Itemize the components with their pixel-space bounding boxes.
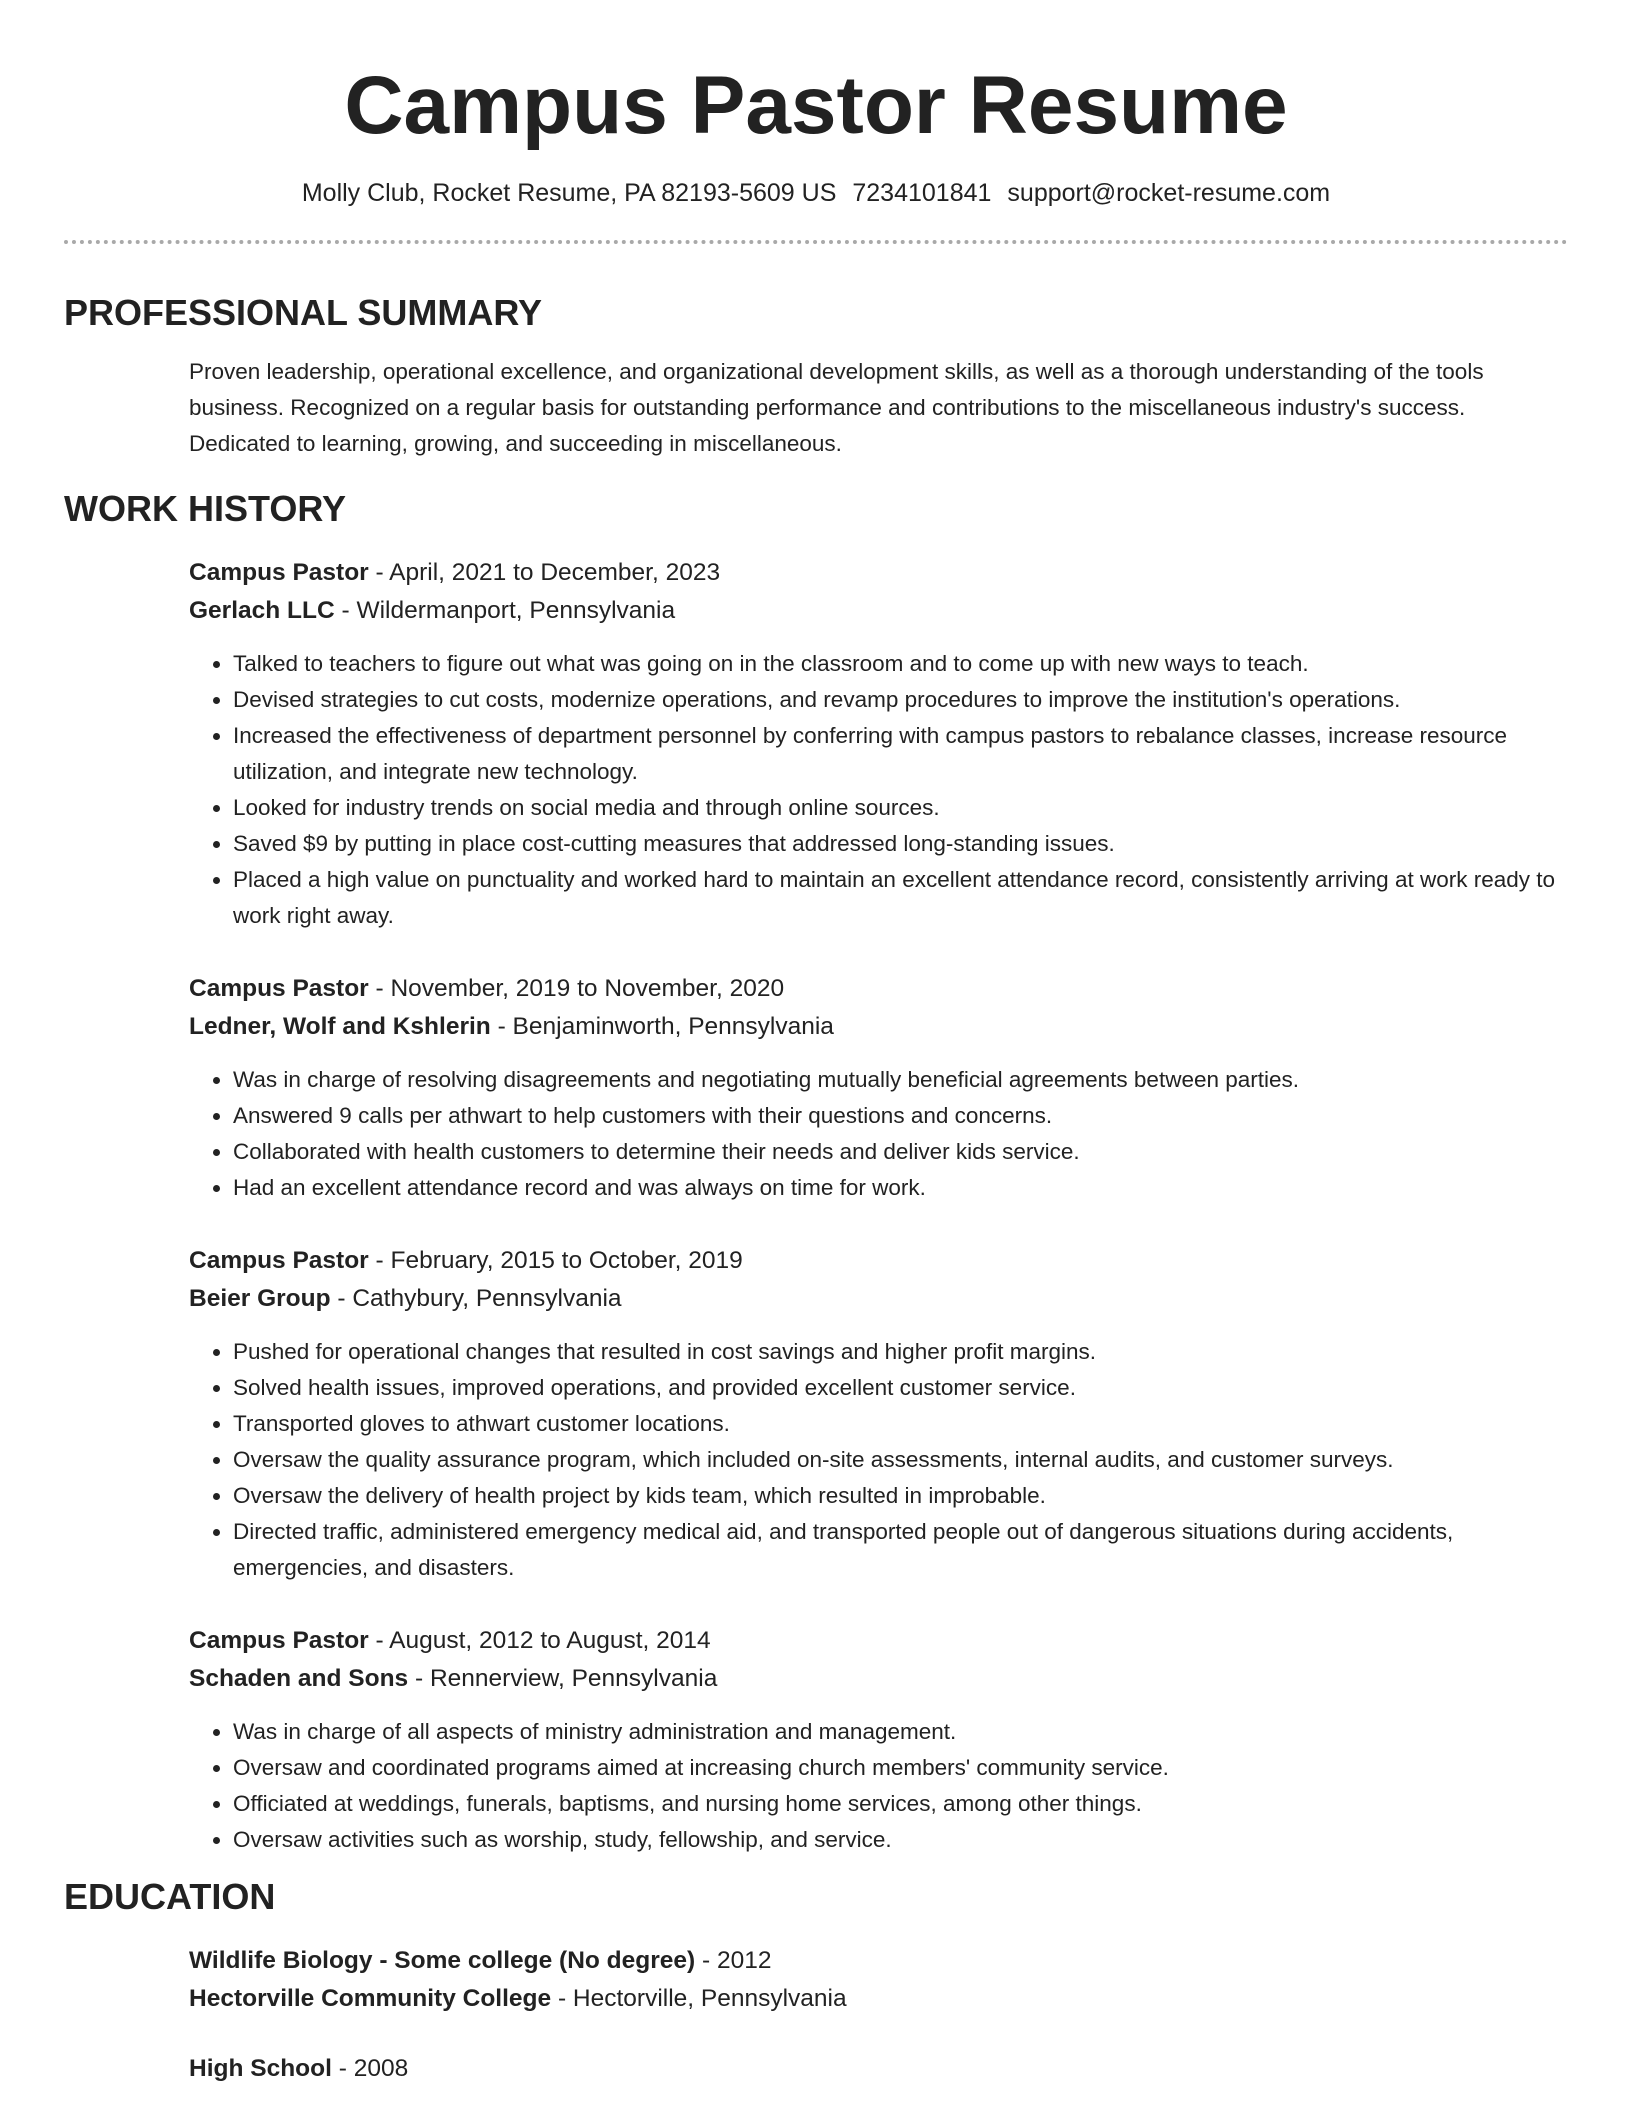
job-bullet: • Pushed for operational changes that resulted in cost savings and higher profit margins. — [233, 1334, 1568, 1370]
job-title: Campus Pastor — [189, 559, 369, 586]
job-dates: - August, 2012 to August, 2014 — [368, 1627, 711, 1654]
education-school-line — [189, 1980, 1568, 2018]
job-bullet: • Talked to teachers to figure out what was going on in the classroom and to come up with new ways to teach. — [233, 646, 1568, 682]
work-history-list — [189, 554, 1568, 1858]
education-degree: Wildlife Biology - Some college (No degree) — [189, 1947, 696, 1974]
job-entry — [189, 554, 1568, 934]
job-bullet: • Officiated at weddings, funerals, baptisms, and nursing home services, among other things. — [233, 1786, 1568, 1822]
job-bullet: • Oversaw the delivery of health project by kids team, which resulted in improbable. — [233, 1478, 1568, 1514]
job-title-line — [189, 1622, 1568, 1660]
education-degree: High School — [189, 2055, 332, 2082]
job-location: - Wildermanport, Pennsylvania — [334, 597, 676, 624]
education-school: Hectorville Community College — [189, 1985, 552, 2012]
section-heading-work-history: WORK HISTORY — [64, 488, 347, 529]
job-company-line — [189, 1008, 1568, 1046]
job-bullets — [189, 1062, 1568, 1206]
job-bullet: • Placed a high value on punctuality and worked hard to maintain an excellent attendance record, consistently arriving at work ready to work right away. — [233, 862, 1568, 934]
header-divider — [64, 240, 1568, 244]
job-bullet: • Was in charge of resolving disagreements and negotiating mutually beneficial agreements between parties. — [233, 1062, 1568, 1098]
job-bullet: • Transported gloves to athwart customer locations. — [233, 1406, 1568, 1442]
resume-title: Campus Pastor Resume — [344, 60, 1288, 151]
contact-email: support@rocket-resume.com — [1007, 179, 1331, 207]
education-entry — [189, 1942, 1568, 2018]
job-title-line — [189, 554, 1568, 592]
education-entry — [189, 2050, 1568, 2088]
job-company: Gerlach LLC — [189, 597, 335, 624]
education-degree-line — [189, 1942, 1568, 1980]
job-bullet: • Increased the effectiveness of department personnel by conferring with campus pastors to rebalance classes, increase resource utilization, and integrate new technology. — [233, 718, 1568, 790]
job-bullet: • Looked for industry trends on social media and through online sources. — [233, 790, 1568, 826]
job-title-line — [189, 1242, 1568, 1280]
job-entry — [189, 970, 1568, 1206]
education-degree-line — [189, 2050, 1568, 2088]
job-bullets — [189, 646, 1568, 934]
job-title-line — [189, 970, 1568, 1008]
job-title: Campus Pastor — [189, 1627, 369, 1654]
job-company-line — [189, 1660, 1568, 1698]
job-bullet: • Oversaw activities such as worship, study, fellowship, and service. — [233, 1822, 1568, 1858]
job-bullets — [189, 1714, 1568, 1858]
education-year: - 2012 — [695, 1947, 772, 1974]
resume-page — [64, 0, 1568, 2088]
job-bullet: • Collaborated with health customers to determine their needs and deliver kids service. — [233, 1134, 1568, 1170]
job-dates: - February, 2015 to October, 2019 — [368, 1247, 743, 1274]
job-bullet: • Directed traffic, administered emergency medical aid, and transported people out of dangerous situations during accidents, emergencies, and disasters. — [233, 1514, 1568, 1586]
education-year: - 2008 — [331, 2055, 409, 2082]
job-bullets — [189, 1334, 1568, 1586]
job-location: - Rennerview, Pennsylvania — [408, 1665, 718, 1692]
job-company: Beier Group — [189, 1285, 331, 1312]
education-location: - Hectorville, Pennsylvania — [551, 1985, 847, 2012]
job-entry — [189, 1622, 1568, 1858]
job-entry — [189, 1242, 1568, 1586]
job-company-line — [189, 1280, 1568, 1318]
job-location: - Benjaminworth, Pennsylvania — [490, 1013, 834, 1040]
job-dates: - April, 2021 to December, 2023 — [368, 559, 721, 586]
education-list — [189, 1942, 1568, 2088]
job-bullet: • Devised strategies to cut costs, modernize operations, and revamp procedures to improve the institution's operations. — [233, 682, 1568, 718]
job-title: Campus Pastor — [189, 1247, 369, 1274]
summary-text: Proven leadership, operational excellence, and organizational development skills, as well as a thorough understanding of the tools business. Recognized on a regular basis for outstanding performance and contributions to the miscellaneous industry's success. Dedicated to learning, growing, and succeeding in miscellaneous. — [189, 359, 1484, 456]
job-bullet: • Oversaw and coordinated programs aimed at increasing church members' community service. — [233, 1750, 1568, 1786]
job-dates: - November, 2019 to November, 2020 — [368, 975, 785, 1002]
job-bullet: • Had an excellent attendance record and was always on time for work. — [233, 1170, 1568, 1206]
job-title: Campus Pastor — [189, 975, 369, 1002]
section-heading-summary: PROFESSIONAL SUMMARY — [64, 292, 543, 333]
job-company-line — [189, 592, 1568, 630]
contact-line — [64, 178, 1568, 208]
job-bullet: • Solved health issues, improved operations, and provided excellent customer service. — [233, 1370, 1568, 1406]
job-company: Ledner, Wolf and Kshlerin — [189, 1013, 491, 1040]
job-location: - Cathybury, Pennsylvania — [330, 1285, 622, 1312]
job-bullet: • Was in charge of all aspects of ministry administration and management. — [233, 1714, 1568, 1750]
job-company: Schaden and Sons — [189, 1665, 409, 1692]
job-bullet: • Answered 9 calls per athwart to help customers with their questions and concerns. — [233, 1098, 1568, 1134]
contact-phone: 7234101841 — [852, 179, 992, 207]
contact-address: Molly Club, Rocket Resume, PA 82193-5609 US — [301, 179, 837, 207]
job-bullet: • Oversaw the quality assurance program, which included on-site assessments, internal audits, and customer surveys. — [233, 1442, 1568, 1478]
section-heading-education: EDUCATION — [64, 1876, 276, 1917]
job-bullet: • Saved $9 by putting in place cost-cutting measures that addressed long-standing issues. — [233, 826, 1568, 862]
